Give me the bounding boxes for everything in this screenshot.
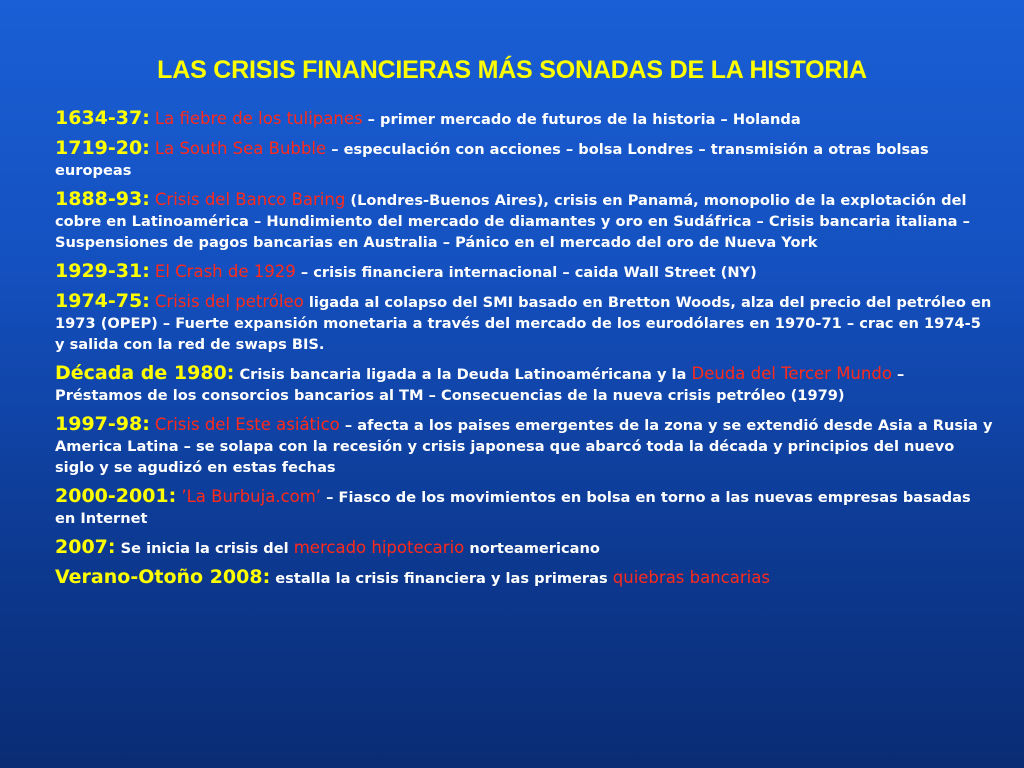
entry-text: – Fiasco de los movimientos en bolsa en torno a las nuevas empresas basadas en Internet xyxy=(55,489,971,527)
entry-text: ligada al colapso del SMI basado en Bretton Woods, alza del precio del petróleo en 1973 (OPEP) – Fuerte expansión monetaria a través del mercado de los eurodólares en 1970-71 – crac en 1974-5 y salida con la red de swaps BIS. xyxy=(55,294,992,353)
entry-year: 1888-93: xyxy=(55,188,150,210)
entry-text: – especulación con acciones – bolsa Londres – transmisión a otras bolsas europeas xyxy=(55,141,929,179)
entry-year: 1974-75: xyxy=(55,290,150,312)
entry-year: Verano-Otoño 2008: xyxy=(55,566,271,588)
entry-year: Década de 1980: xyxy=(55,362,235,384)
entry-text: – crisis financiera internacional – caida Wall Street (NY) xyxy=(300,264,757,281)
entry-text-before: Crisis bancaria ligada a la Deuda Latinoaméricana y la xyxy=(239,366,687,383)
entry-1974 xyxy=(55,291,995,355)
entry-text: norteamericano xyxy=(469,540,600,557)
slide-title: LAS CRISIS FINANCIERAS MÁS SONADAS DE LA HISTORIA xyxy=(157,56,867,84)
entry-highlight: La South Sea Bubble xyxy=(154,139,327,158)
entry-2007 xyxy=(55,537,995,559)
entry-year: 1719-20: xyxy=(55,137,150,159)
entry-year: 1634-37: xyxy=(55,107,150,129)
entry-text: – afecta a los paises emergentes de la zona y se extendió desde Asia a Rusia y America Latina – se solapa con la recesión y crisis japonesa que abarcó toda la década y principios del nuevo siglo y se agudizó en estas fechas xyxy=(55,417,993,476)
entry-text: (Londres-Buenos Aires), crisis en Panamá, monopolio de la explotación del cobre en Latinoamérica – Hundimiento del mercado de diamantes y oro en Sudáfrica – Crisis bancaria italiana – Suspensiones de pagos bancarias en Australia – Pánico en el mercado del oro de Nueva York xyxy=(55,192,970,251)
entry-highlight: Crisis del petróleo xyxy=(154,292,304,311)
crisis-list xyxy=(55,108,995,597)
entry-2008 xyxy=(55,567,995,589)
entry-1997 xyxy=(55,414,995,478)
entry-year: 1997-98: xyxy=(55,413,150,435)
entry-text: – Préstamos de los consorcios bancarios al TM – Consecuencias de la nueva crisis petróleo (1979) xyxy=(55,366,905,404)
entry-text: – primer mercado de futuros de la historia – Holanda xyxy=(367,111,801,128)
entry-1634 xyxy=(55,108,995,130)
entry-highlight: quiebras bancarias xyxy=(612,568,770,587)
entry-year: 2007: xyxy=(55,536,116,558)
entry-text-before: estalla la crisis financiera y las primeras xyxy=(275,570,608,587)
entry-year: 2000-2001: xyxy=(55,485,177,507)
entry-highlight: Crisis del Este asiático xyxy=(154,415,340,434)
entry-highlight: Deuda del Tercer Mundo xyxy=(691,364,892,383)
entry-1929 xyxy=(55,261,995,283)
entry-highlight: El Crash de 1929 xyxy=(154,262,296,281)
entry-1980s xyxy=(55,363,995,406)
entry-highlight: ’La Burbuja.com’ xyxy=(181,487,322,506)
entry-highlight: mercado hipotecario xyxy=(293,538,465,557)
entry-year: 1929-31: xyxy=(55,260,150,282)
entry-2000 xyxy=(55,486,995,529)
entry-1719 xyxy=(55,138,995,181)
entry-text-before: Se inicia la crisis del xyxy=(120,540,289,557)
entry-highlight: La fiebre de los tulipanes xyxy=(154,109,363,128)
entry-highlight: Crisis del Banco Baring xyxy=(154,190,346,209)
entry-1888 xyxy=(55,189,995,253)
